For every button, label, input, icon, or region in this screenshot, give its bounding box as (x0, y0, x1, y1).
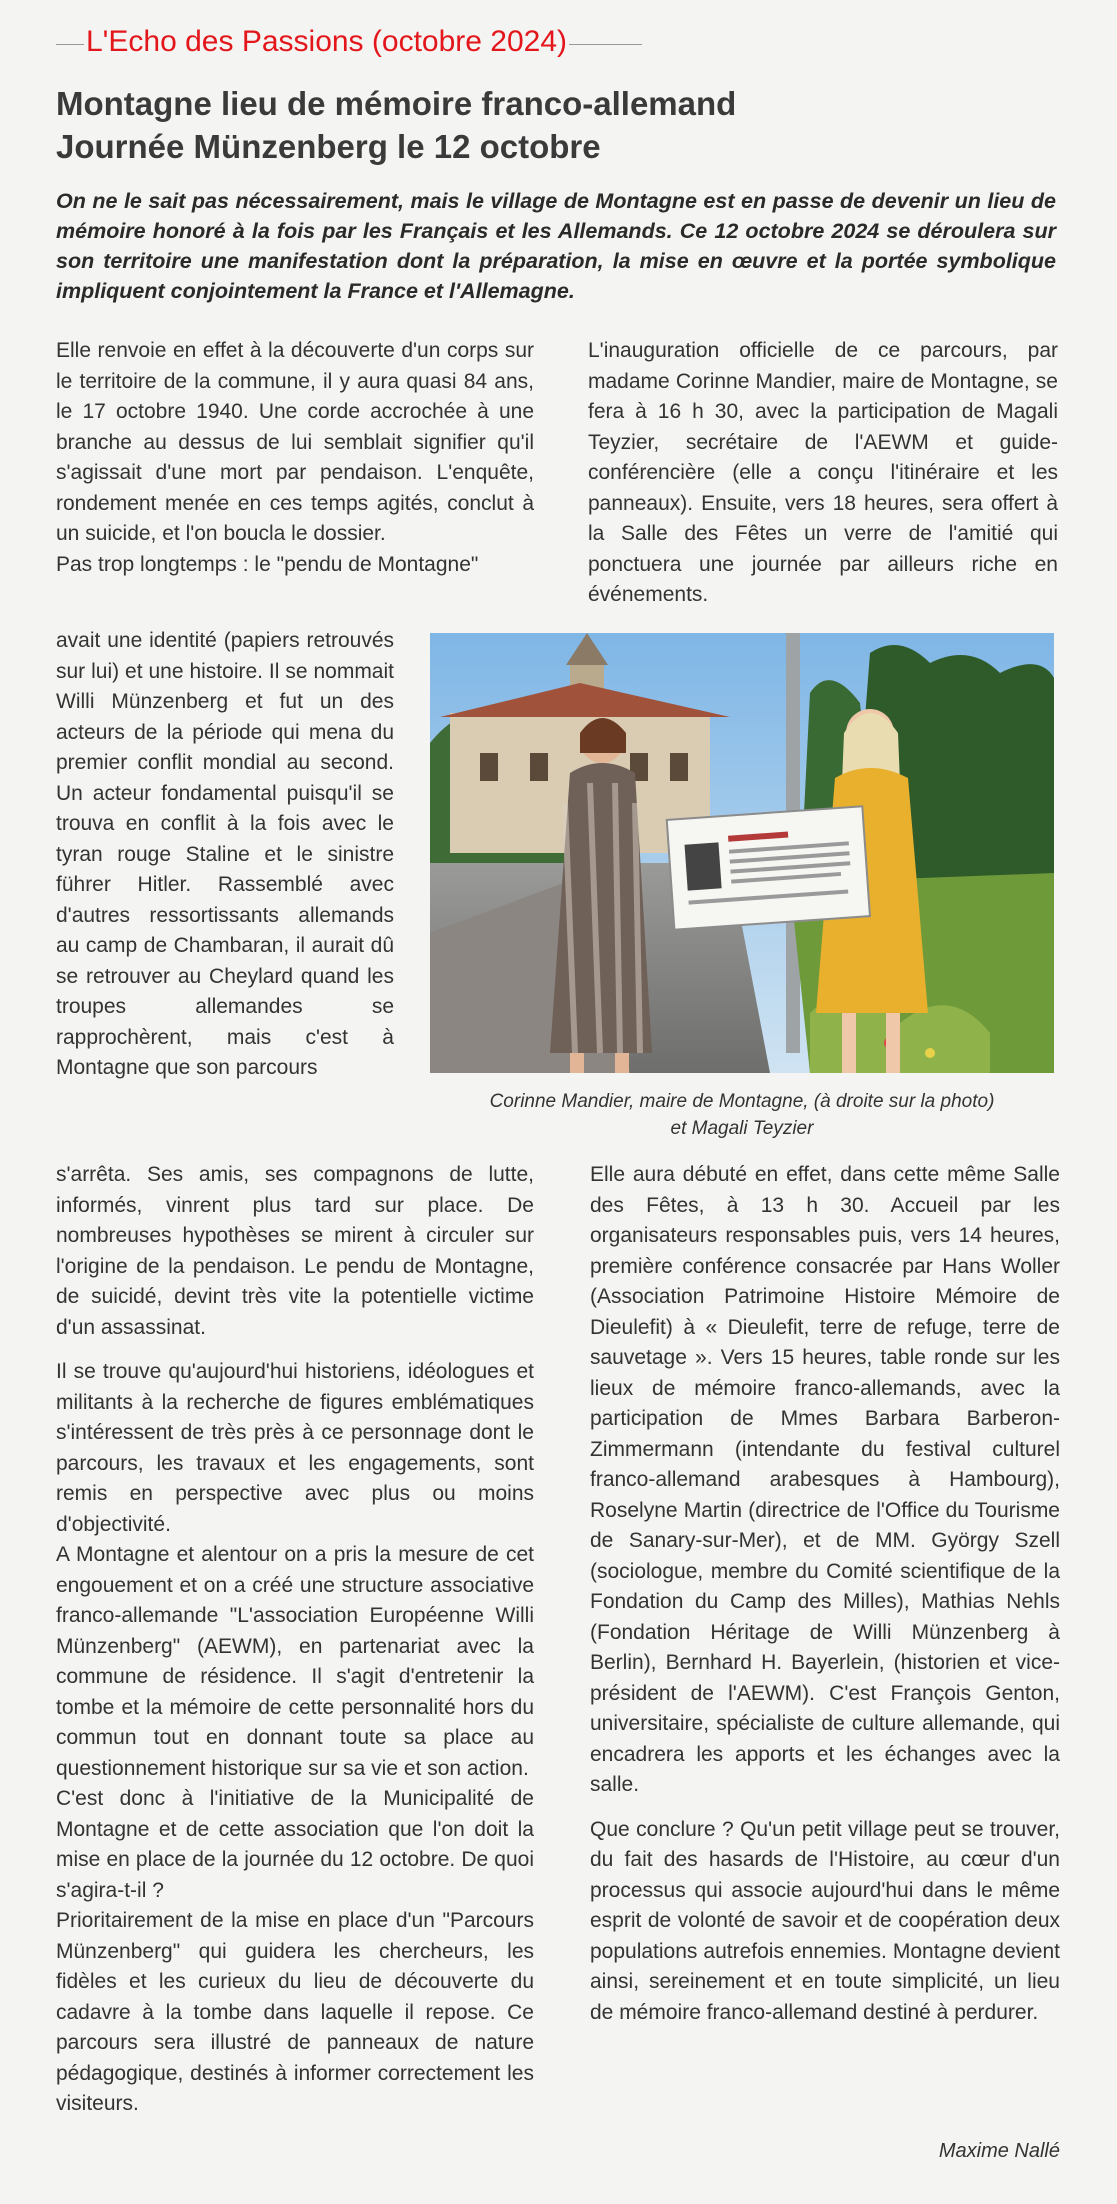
caption-line-2: et Magali Teyzier (670, 1118, 814, 1139)
caption-line-1: Corinne Mandier, maire de Montagne, (à droite sur la photo) (489, 1091, 995, 1112)
paragraph-7: L'inauguration officielle de ce parcours, par madame Corinne Mandier, maire de Montagne, se fera à 16 h 30, avec la participation de Magali Teyzier, secrétaire de l'AEWM et guide-conférencière (elle a conçu l'itinéraire et les panneaux). Ensuite, vers 18 heures, sera offert à la Salle des Fêtes un verre de l'amitié qui ponctuera une journée par ailleurs riche en événements. (588, 339, 1058, 606)
article-photo (430, 633, 1054, 1073)
column-2-bottom (590, 1160, 1060, 2028)
author-signature: Maxime Nallé (938, 2140, 1060, 2162)
column-1-top (56, 336, 534, 580)
column-1-beside-photo (56, 626, 394, 1084)
paragraph-2-start: Pas trop longtemps : le "pendu de Montagne" (56, 552, 479, 576)
paragraph-2-end: s'arrêta. Ses amis, ses compagnons de lutte, informés, vinrent plus tard sur place. De nombreuses hypothèses se mirent à circuler sur l'origine de la pendaison. Le pendu de Montagne, de suicidé, devint très vite la potentielle victime d'un assassinat. (56, 1163, 534, 1339)
headline-line-2: Journée Münzenberg le 12 octobre (56, 128, 601, 165)
photo-caption (430, 1088, 1054, 1142)
column-2-top (588, 336, 1058, 611)
paragraph-2-wrap: avait une identité (papiers retrouvés sur lui) et une histoire. Il se nommait Willi Münzenberg et fut un des acteurs de la période qui mena du premier conflit mondial au second. Un acteur fondamental puisqu'il se trouva en conflit à la fois avec le tyran rouge Staline et le sinistre führer Hitler. Rassemblé avec d'autres ressortissants allemands au camp de Chambaran, il aurait dû se retrouver au Cheylard quand les troupes allemandes se rapprochèrent, mais c'est à Montagne que son parcours (56, 629, 394, 1079)
article-lede: On ne le sait pas nécessairement, mais le village de Montagne est en passe de devenir un lieu de mémoire honoré à la fois par les Français et les Allemands. Ce 12 octobre 2024 se déroulera sur son territoire une manifestation dont la préparation, la mise en œuvre et la portée symbolique impliquent conjointement la France et l'Allemagne. (56, 189, 1056, 303)
article-headline (56, 82, 1056, 168)
masthead: L'Echo des Passions (octobre 2024) (84, 22, 569, 62)
paragraph-3: Il se trouve qu'aujourd'hui historiens, idéologues et militants à la recherche de figures emblématiques s'intéressent de très près à ce personnage dont le parcours, les travaux et les engagements, sont remis en perspective avec plus ou moins d'objectivité. (56, 1360, 534, 1536)
paragraph-6: Prioritairement de la mise en place d'un "Parcours Münzenberg" qui guidera les chercheurs, les fidèles et les curieux du lieu de découverte du cadavre à la tombe dans laquelle il repose. Ce parcours sera illustré de panneaux de nature pédagogique, destinés à informer correctement les visiteurs. (56, 1909, 534, 2115)
paragraph-5: C'est donc à l'initiative de la Municipalité de Montagne et de cette association que l'on doit la mise en place de la journée du 12 octobre. De quoi s'agira-t-il ? (56, 1787, 534, 1902)
paragraph-1: Elle renvoie en effet à la découverte d'un corps sur le territoire de la commune, il y aura quasi 84 ans, le 17 octobre 1940. Une corde accrochée à une branche au dessus de lui semblait signifier qu'il s'agissait d'une mort par pendaison. L'enquête, rondement menée en ces temps agités, conclut à un suicide, et l'on boucla le dossier. (56, 339, 534, 545)
headline-line-1: Montagne lieu de mémoire franco-allemand (56, 85, 737, 122)
paragraph-9: Que conclure ? Qu'un petit village peut se trouver, du fait des hasards de l'Histoire, au cœur d'un processus qui associe aujourd'hui dans le même esprit de volonté de savoir et de coopération deux populations autrefois ennemies. Montagne devient ainsi, sereinement et en toute simplicité, un lieu de mémoire franco-allemand destiné à perdurer. (590, 1817, 1060, 2024)
paragraph-8: Elle aura débuté en effet, dans cette même Salle des Fêtes, à 13 h 30. Accueil par les organisateurs responsables puis, vers 14 heures, première conférence consacrée par Hans Woller (Association Patrimoine Histoire Mémoire de Dieulefit) à « Dieulefit, terre de refuge, terre de sauvetage ». Vers 15 heures, table ronde sur les lieux de mémoire franco-allemands, avec la participation de Mmes Barbara Barberon-Zimmermann (intendante du festival culturel franco-allemand arabesques à Hambourg), Roselyne Martin (directrice de l'Office du Tourisme de Sanary-sur-Mer), et de MM. György Szell (sociologue, membre du Comité scientifique de la Fondation du Camp des Milles), Mathias Nehls (Fondation Héritage de Willi Münzenberg à Berlin), Bernhard H. Bayerlein, (historien et vice-président de l'AEWM). C'est François Genton, universitaire, spécialiste de culture allemande, qui encadrera les apports et les échanges avec la salle. (590, 1163, 1060, 1796)
column-1-bottom (56, 1160, 534, 2120)
paragraph-4: A Montagne et alentour on a pris la mesure de cet engouement et on a créé une structure associative franco-allemande "L'association Européenne Willi Münzenberg" (AEWM), en partenariat avec la commune de résidence. Il s'agit d'entretenir la tombe et la mémoire de cette personnalité hors du commun tout en donnant toute sa place au questionnement historique sur sa vie et son action. (56, 1543, 534, 1780)
